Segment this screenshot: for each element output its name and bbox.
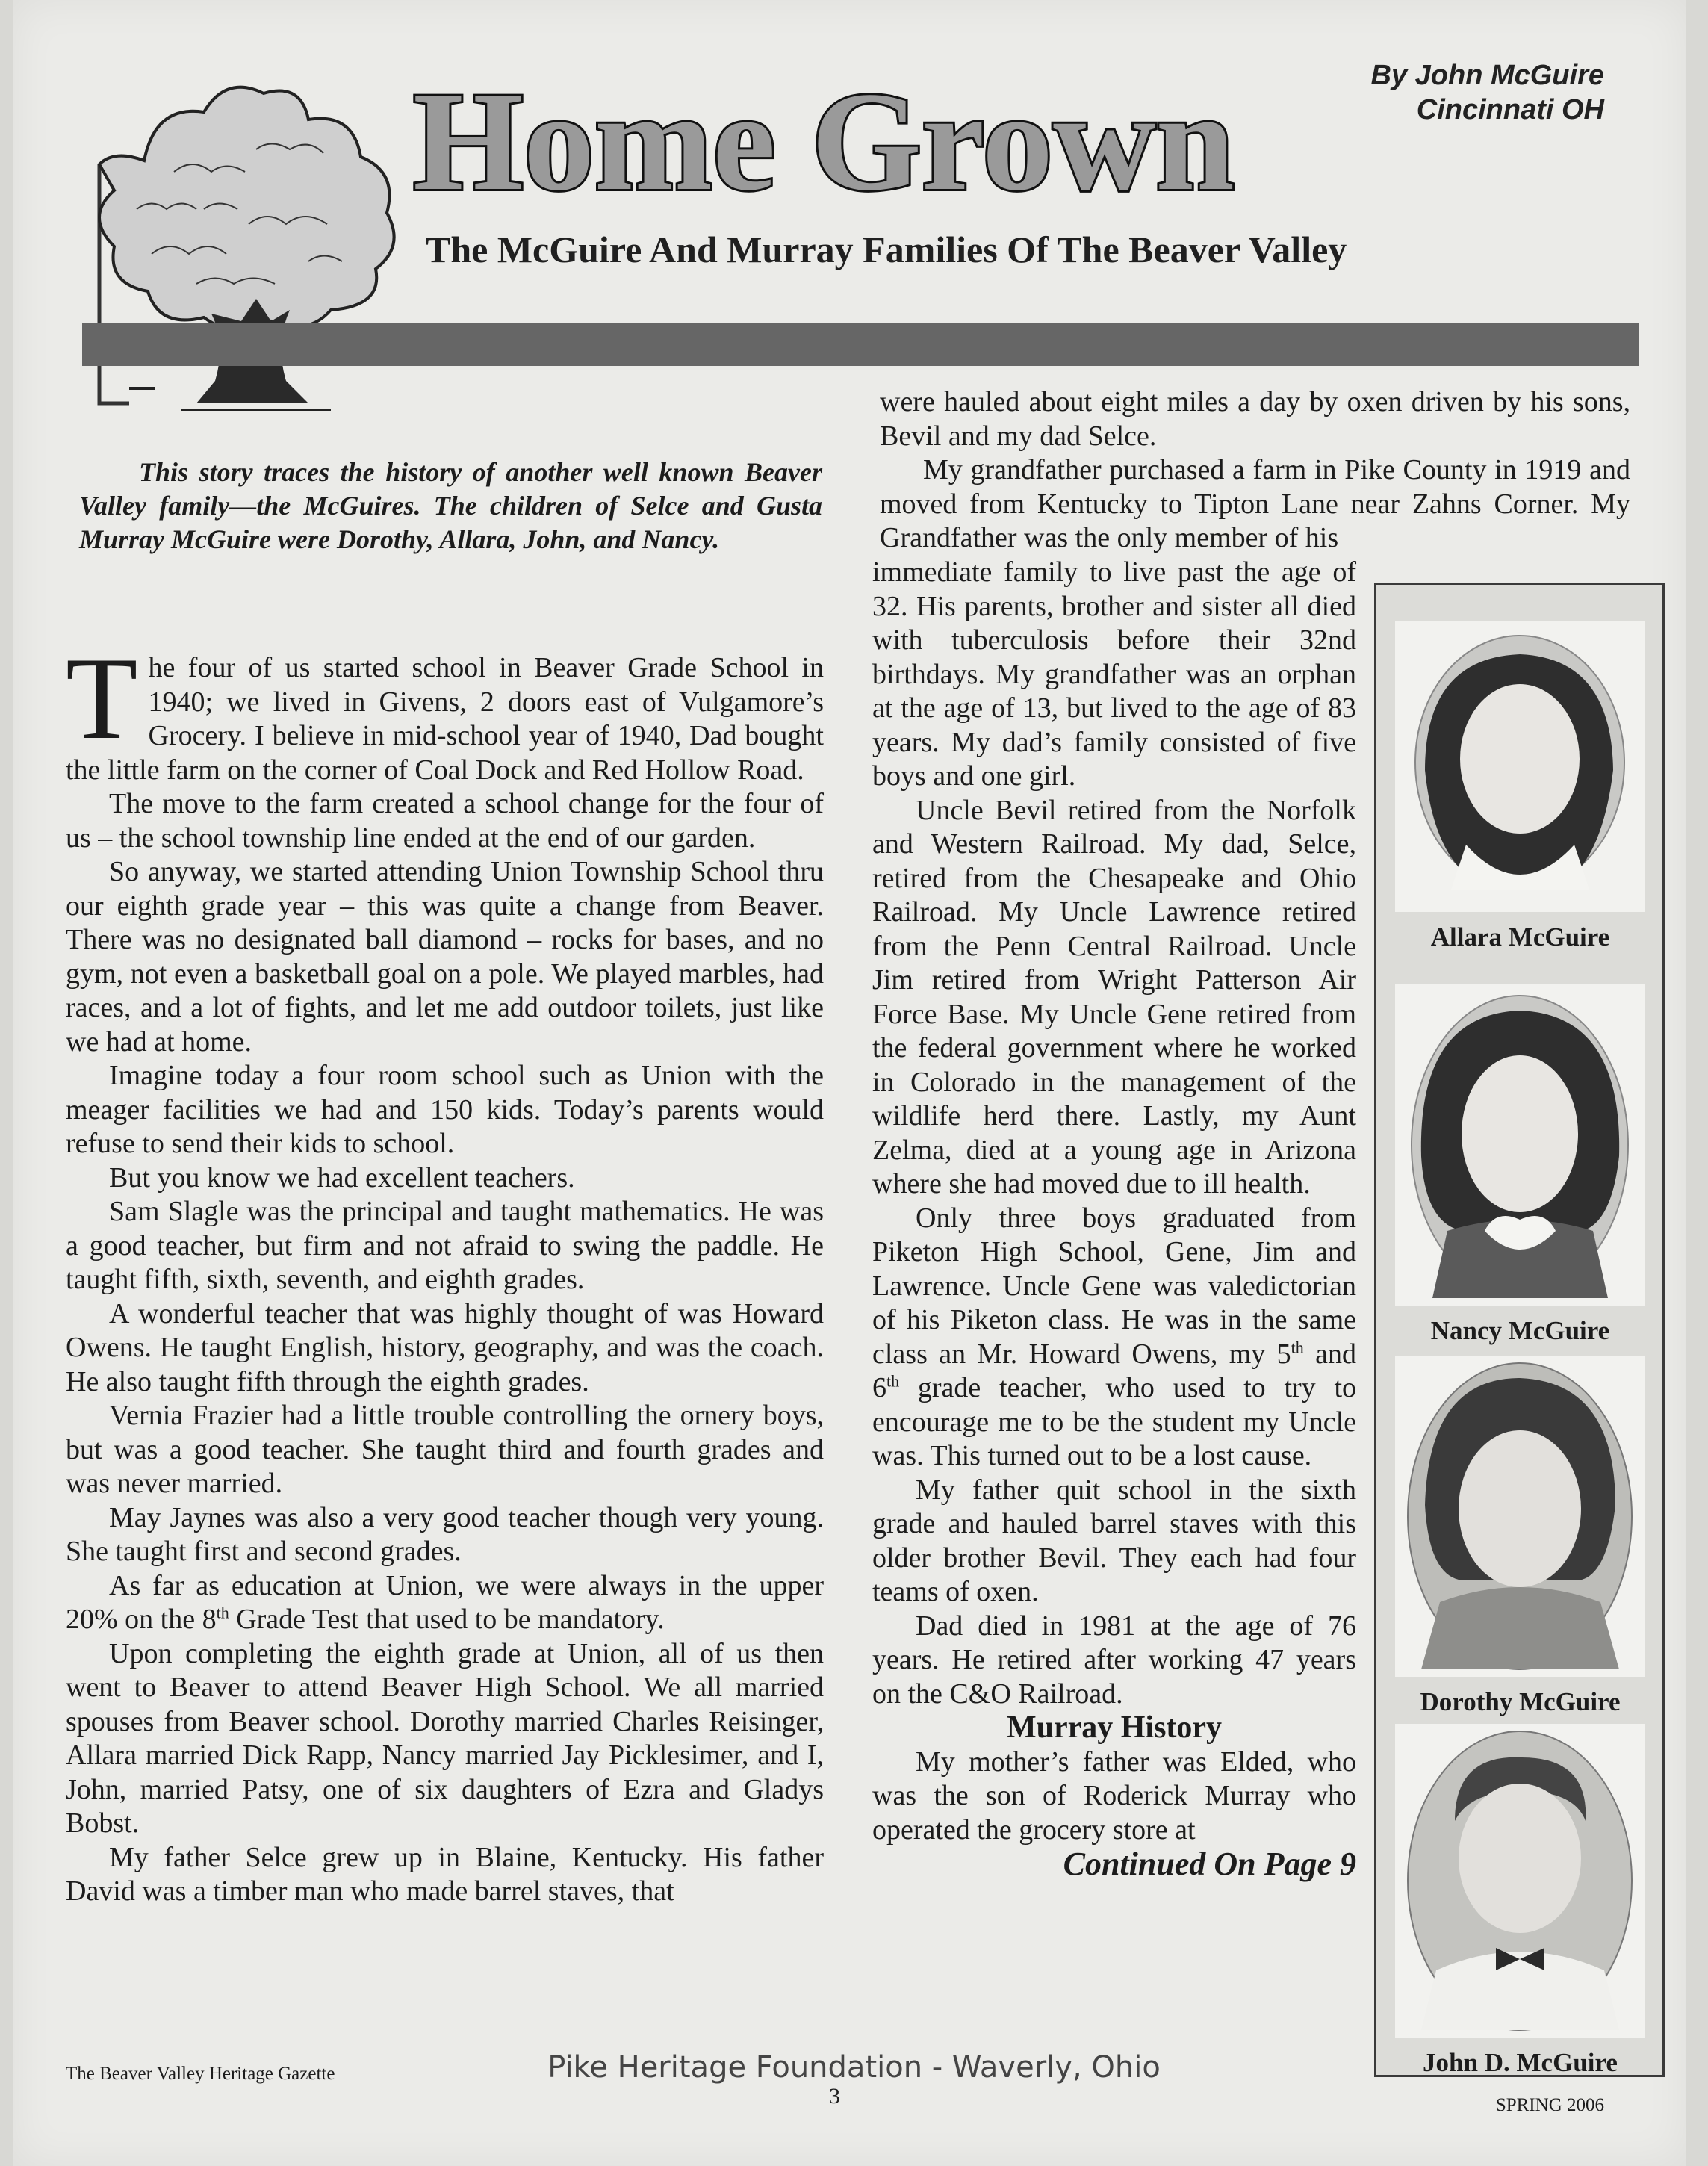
article-paragraph: immediate family to live past the age of 32. His parents, brother and sister all died with tuberculosis before their 32nd birthdays. My grandfather was an orphan at the age of 13, but lived to the age of 83 years. My dad’s family consisted of five boys and one girl. [872, 556, 1356, 792]
page-number: 3 [829, 2084, 840, 2108]
continued-note: Continued On Page 9 [1063, 1846, 1356, 1882]
article-paragraph: Only three boys graduated from Piketon High School, Gene, Jim and Lawrence. Uncle Gene was valedictorian of his Piketon class. He was in the same class an Mr. Howard Owens, my 5th and 6th grade teacher, who used to try to encourage me to be the student my Uncle was. This turned out to be a lost cause. [872, 1202, 1356, 1471]
portrait-photo [1395, 1356, 1645, 1677]
byline-name: By John McGuire [1370, 60, 1604, 91]
portrait-allara [1395, 621, 1645, 952]
photo-sidebar [1374, 583, 1665, 2077]
article-paragraph: were hauled about eight miles a day by oxen driven by his sons, Bevil and my dad Selce. [880, 386, 1630, 452]
article-paragraph: As far as education at Union, we were always in the upper 20% on the 8th Grade Test that used to be mandatory. [66, 1569, 824, 1635]
article-paragraph: My grandfather purchased a farm in Pike County in 1919 and moved from Kentucky to Tipton Lane near Zahns Corner. My Grandfather was the only member of his [880, 454, 1630, 553]
article-paragraph: A wonderful teacher that was highly thought of was Howard Owens. He taught English, history, geography, and was the coach. He also taught fifth through the eighth grades. [66, 1297, 824, 1397]
article-paragraph: My father Selce grew up in Blaine, Kentucky. His father David was a timber man who made barrel staves, that [66, 1841, 824, 1907]
subtitle: The McGuire And Murray Families Of The Beaver Valley [426, 229, 1347, 270]
article-paragraph: Uncle Bevil retired from the Norfolk and Western Railroad. My dad, Selce, retired from the Chesapeake and Ohio Railroad. My Uncle Lawrence retired from the Penn Central Railroad. Uncle Jim retired from Wright Patterson Air Force Base. My Uncle Gene retired from the federal government where he worked in Colorado in the management of the wildlife herd there. Lastly, my Aunt Zelma, died at a young age in Arizona where she had moved due to ill health. [872, 794, 1356, 1200]
newsletter-page [13, 0, 1686, 2166]
article-paragraph: The four of us started school in Beaver Grade School in 1940; we lived in Givens, 2 doors east of Vulgamore’s Grocery. I believe in mid-school year of 1940, Dad bought the little farm on the corner of Coal Dock and Red Hollow Road. [66, 633, 824, 786]
byline-place: Cincinnati OH [1416, 94, 1604, 125]
article-paragraph: The move to the farm created a school change for the four of us – the school township line ended at the end of our garden. [66, 788, 824, 854]
drop-cap: T [66, 633, 138, 764]
article-paragraph: Imagine today a four room school such as Union with the meager facilities we had and 150 kids. Today’s parents would refuse to send their kids to school. [66, 1060, 824, 1159]
intro-paragraph: This story traces the history of another well known Beaver Valley family—the McGuires. The children of Selce and Gusta Murray McGuire were Dorothy, Allara, John, and Nancy. [79, 457, 822, 554]
page-title [406, 58, 1249, 208]
footer-issue: SPRING 2006 [1495, 2095, 1604, 2115]
svg-text:Home Grown: Home Grown [413, 63, 1235, 208]
portrait-photo [1395, 984, 1645, 1306]
portrait-dorothy [1395, 1356, 1645, 1717]
byline [1371, 58, 1605, 127]
portrait-caption: John D. McGuire [1423, 2048, 1618, 2077]
footer-publication: The Beaver Valley Heritage Gazette [66, 2064, 335, 2084]
article-paragraph: But you know we had excellent teachers. [109, 1161, 575, 1194]
article-paragraph: Dad died in 1981 at the age of 76 years. He retired after working 47 years on the C&O Railroad. [872, 1610, 1356, 1710]
portrait-caption: Nancy McGuire [1430, 1316, 1610, 1345]
article-paragraph: Upon completing the eighth grade at Union, all of us then went to Beaver to attend Beaver High School. We all married spouses from Beaver school. Dorothy married Charles Reisinger, Allara married Dick Rapp, Nancy married Jay Picklesimer, and I, John, married Patsy, one of six daughters of Ezra and Gladys Bobst. [66, 1637, 824, 1839]
right-column-bottom [872, 556, 1356, 1881]
portrait-photo [1395, 1724, 1645, 2038]
header-rule [82, 323, 1639, 366]
article-paragraph: My mother’s father was Elded, who was the son of Roderick Murray who operated the grocery store at [872, 1745, 1356, 1846]
article-paragraph: So anyway, we started attending Union Township School thru our eighth grade year – this was quite a change from Beaver. There was no designated ball diamond – rocks for bases, and no gym, not even a basketball goal on a pole. We played marbles, had races, and a lot of fights, and let me add outdoor toilets, just like we had at home. [66, 856, 824, 1058]
portrait-photo [1395, 621, 1645, 912]
portrait-caption: Dorothy McGuire [1420, 1687, 1621, 1716]
portrait-nancy [1395, 984, 1645, 1346]
section-heading: Murray History [1006, 1710, 1223, 1745]
left-column [66, 633, 824, 1909]
article-paragraph: My father quit school in the sixth grade and hauled barrel staves with this older brother Bevil. They each had four teams of oxen. [872, 1474, 1356, 1607]
article-paragraph: Sam Slagle was the principal and taught mathematics. He was a good teacher, but firm and not afraid to swing the paddle. He taught fifth, sixth, seventh, and eighth grades. [66, 1196, 824, 1295]
article-paragraph: Vernia Frazier had a little trouble controlling the ornery boys, but was a good teacher. She taught third and fourth grades and was never married. [66, 1400, 824, 1499]
portrait-caption: Allara McGuire [1430, 922, 1610, 952]
portrait-john [1395, 1724, 1645, 2078]
watermark-credit: Pike Heritage Foundation - Waverly, Ohio [547, 2050, 1161, 2085]
right-column-top [880, 385, 1630, 556]
article-paragraph: May Jaynes was also a very good teacher though very young. She taught first and second grades. [66, 1501, 824, 1567]
